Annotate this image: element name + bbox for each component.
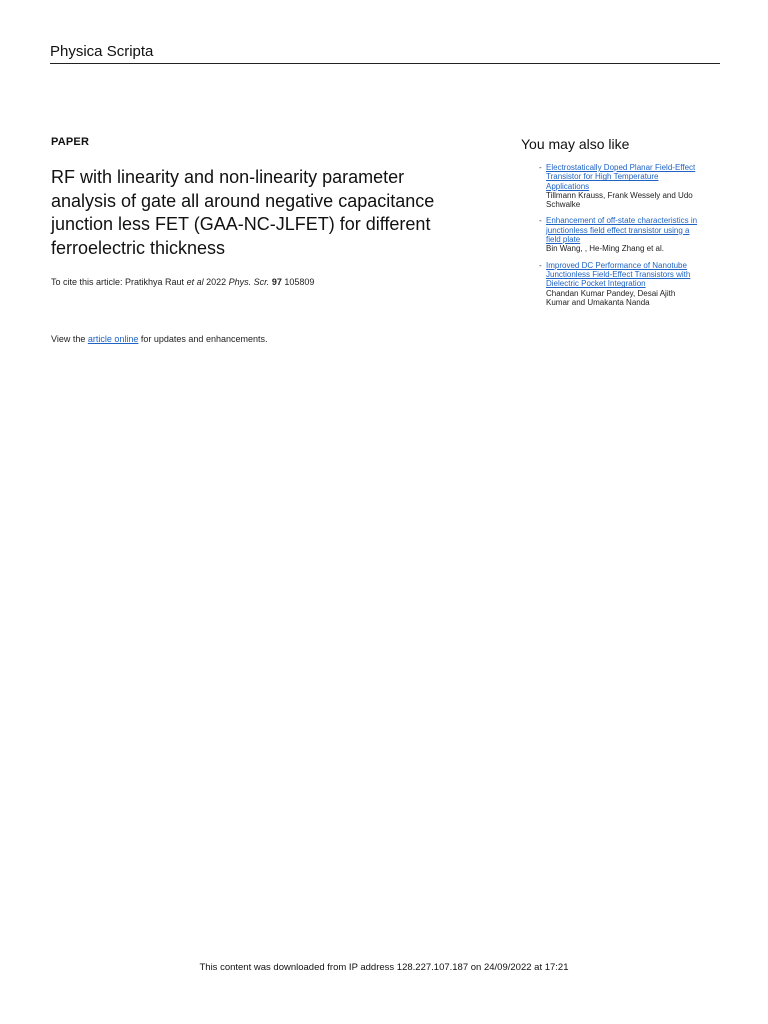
related-article-link[interactable] — [546, 216, 726, 244]
article-title-line: analysis of gate all around negative capacitance — [51, 190, 435, 211]
related-item — [521, 216, 726, 253]
list-dash: - — [539, 260, 542, 270]
article-title — [51, 166, 501, 260]
citation-etal: et al — [186, 277, 204, 287]
related-author-line: Schwalke — [546, 200, 581, 210]
article-title-line: ferroelectric thickness — [51, 237, 226, 258]
citation — [51, 277, 501, 287]
citation-article-number: 105809 — [281, 277, 315, 287]
related-item — [521, 163, 726, 209]
related-title-line: Applications — [546, 181, 590, 191]
view-online-after: for updates and enhancements. — [138, 334, 268, 344]
related-authors — [546, 191, 726, 210]
journal-header — [50, 42, 720, 64]
related-title-line: Transistor for High Temperature — [546, 172, 659, 182]
related-author-line: Chandan Kumar Pandey, Desai Ajith — [546, 288, 676, 298]
article-type: PAPER — [51, 136, 90, 148]
related-article-link[interactable] — [546, 261, 726, 289]
article-title-line: junction less FET (GAA-NC-JLFET) for different — [51, 214, 431, 234]
related-title-line: Electrostatically Doped Planar Field-Effect — [546, 163, 696, 172]
related-authors — [546, 289, 726, 308]
related-title-line: field plate — [546, 235, 581, 245]
journal-name: Physica Scripta — [50, 43, 154, 60]
related-author-line: Kumar and Umakanta Nanda — [546, 297, 650, 307]
related-author-line: Bin Wang, , He-Ming Zhang et al. — [546, 244, 664, 254]
related-item — [521, 261, 726, 307]
related-title-line: junctionless field effect transistor using a — [546, 225, 690, 235]
related-authors — [546, 244, 726, 253]
related-title-line: Dielectric Pocket Integration — [546, 279, 646, 289]
related-title-line: Junctionless Field-Effect Transistors with — [546, 269, 691, 279]
related-list — [521, 163, 726, 307]
related-article-link[interactable] — [546, 163, 726, 191]
citation-year: 2022 — [203, 277, 229, 287]
article-online-link[interactable]: article online — [87, 334, 139, 344]
list-dash: - — [539, 216, 542, 226]
citation-prefix: To cite this article: Pratikhya Raut — [51, 277, 187, 287]
article-title-line: RF with linearity and non-linearity parameter — [51, 167, 405, 187]
related-title-line: Enhancement of off-state characteristics in — [546, 216, 698, 226]
related-author-line: Tillmann Krauss, Frank Wessely and Udo — [546, 190, 693, 200]
citation-journal: Phys. Scr. — [228, 277, 270, 287]
citation-volume: 97 — [271, 277, 282, 287]
list-dash: - — [539, 163, 542, 172]
view-online-before: View the — [51, 334, 88, 344]
you-may-also-like — [521, 136, 726, 314]
download-footer: This content was downloaded from IP address 128.227.107.187 on 24/09/2022 at 17:21 — [199, 962, 569, 973]
related-title-line: Improved DC Performance of Nanotube — [546, 260, 687, 270]
view-online — [51, 334, 501, 344]
you-may-also-like-title: You may also like — [521, 136, 630, 152]
article-info — [51, 136, 501, 344]
